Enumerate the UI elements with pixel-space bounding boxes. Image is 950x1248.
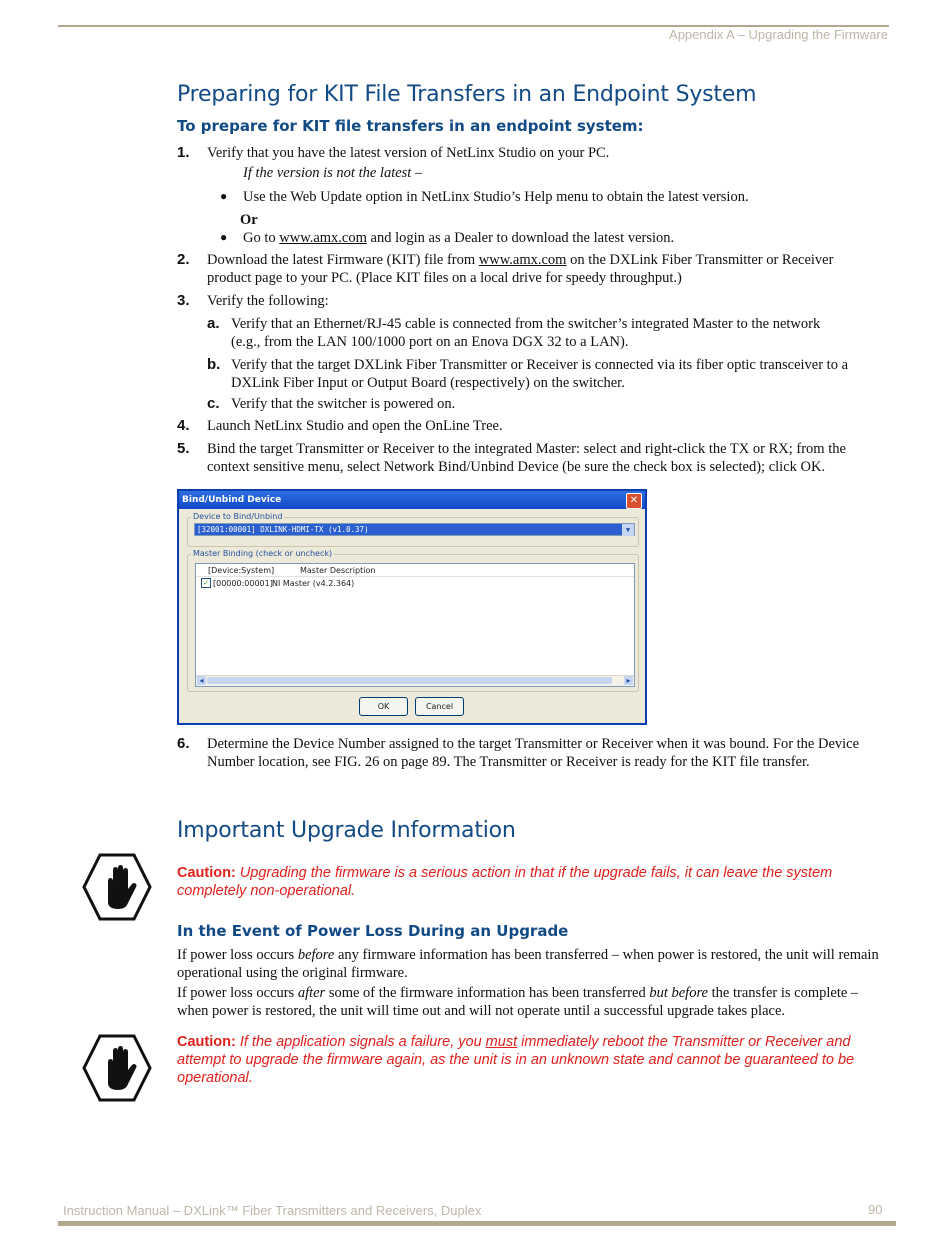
step-text-line: Number location, see FIG. 26 on page 89. The Transmitter or Receiver is ready for the KIT file transfer. (207, 754, 810, 770)
step-text: Bind the target Transmitter or Receiver to the integrated Master: select and right-click the TX or RX; from the (207, 441, 846, 457)
or-label: Or (240, 212, 258, 228)
step-text: Launch NetLinx Studio and open the OnLine Tree. (207, 418, 503, 434)
bind-checkbox[interactable]: ✓ (201, 578, 211, 588)
substep-label: b. (207, 356, 221, 373)
horizontal-scrollbar[interactable] (196, 675, 634, 686)
paragraph-text: If power loss occurs (177, 947, 298, 963)
procedure-heading: To prepare for KIT file transfers in an endpoint system: (177, 117, 644, 135)
caution-label: Caution: (177, 865, 236, 881)
footer-rule (58, 1221, 896, 1226)
condition-dash: – (411, 165, 423, 181)
device-group-label: Device to Bind/Unbind (193, 512, 283, 521)
condition-note (243, 164, 422, 182)
paragraph-emphasis: before (297, 947, 335, 963)
step-text-line: product page to your PC. (Place KIT files on a local drive for speedy throughput.) (207, 270, 682, 286)
step-number: 6. (177, 735, 190, 752)
paragraph-text: the transfer is complete – (708, 985, 859, 1001)
amx-link[interactable]: www.amx.com (279, 230, 367, 246)
step-number: 1. (177, 144, 190, 161)
paragraph (177, 984, 897, 1020)
bullet-text (243, 229, 674, 247)
caution-hand-icon (82, 853, 152, 921)
amx-link[interactable]: www.amx.com (478, 252, 567, 268)
chevron-down-icon[interactable]: ▼ (622, 524, 634, 536)
caution-emphasis: must (485, 1034, 518, 1050)
caution-text-line: completely non-operational. (177, 883, 356, 899)
section-title: Preparing for KIT File Transfers in an Endpoint System (177, 82, 757, 107)
step-text-post: on the DXLink Fiber Transmitter or Receiver (566, 252, 834, 268)
row-device-system: [00000:00001] (213, 579, 273, 588)
paragraph-text-line: when power is restored, the unit will time out and will not operate until a successful upgrade takes place. (177, 1003, 786, 1019)
paragraph (177, 946, 897, 982)
step-number: 4. (177, 417, 190, 434)
substep-text: Verify that an Ethernet/RJ-45 cable is connected from the switcher’s integrated Master to the network (231, 316, 821, 332)
master-binding-label: Master Binding (check or uncheck) (193, 549, 333, 558)
paragraph-text: If power loss occurs (177, 985, 298, 1001)
substep-text: Verify that the target DXLink Fiber Transmitter or Receiver is connected via its fiber optic transceiver to a (231, 357, 849, 373)
bullet-text-pre: Go to (243, 230, 280, 246)
step-text-line: context sensitive menu, select Network Bind/Unbind Device (be sure the check box is selected); click OK. (207, 459, 826, 475)
condition-italic: If the version is not the latest (243, 165, 412, 181)
caution-note (177, 864, 877, 900)
ok-button[interactable]: OK (359, 697, 408, 716)
substep-label: c. (207, 395, 220, 412)
device-select-value: [32001:00001] DXLINK-HDMI-TX (v1.0.37) (197, 525, 369, 534)
section-title: Important Upgrade Information (177, 818, 516, 843)
footer-title: Instruction Manual – DXLink™ Fiber Transmitters and Receivers, Duplex (63, 1203, 482, 1218)
step-text: Determine the Device Number assigned to the target Transmitter or Receiver when it was bound. For the Device (207, 736, 860, 752)
paragraph-emphasis: but before (649, 985, 708, 1001)
caution-hand-icon (82, 1034, 152, 1102)
cancel-button[interactable]: Cancel (415, 697, 464, 716)
scroll-left-icon[interactable]: ◂ (197, 676, 206, 685)
caution-text-line: attempt to upgrade the firmware again, as the unit is in an unknown state and cannot be guaranteed to be (177, 1052, 855, 1068)
scroll-right-icon[interactable]: ▸ (624, 676, 633, 685)
list-header (196, 564, 634, 577)
substep-text-line: DXLink Fiber Input or Output Board (respectively) on the switcher. (231, 375, 625, 391)
master-list[interactable] (195, 563, 635, 687)
step-number: 3. (177, 292, 190, 309)
step-number: 2. (177, 251, 190, 268)
bullet-icon: ● (220, 230, 228, 244)
caution-label: Caution: (177, 1034, 236, 1050)
substep-text: Verify that the switcher is powered on. (231, 396, 456, 412)
bullet-icon: ● (220, 189, 228, 203)
running-header: Appendix A – Upgrading the Firmware (669, 27, 888, 42)
caution-text: If the application signals a failure, you (235, 1034, 486, 1050)
step-text (207, 251, 833, 269)
dialog-title: Bind/Unbind Device (179, 491, 645, 509)
paragraph-text: some of the firmware information has been transferred (325, 985, 650, 1001)
column-master-description[interactable]: Master Description (300, 566, 376, 575)
bind-unbind-dialog (177, 489, 647, 725)
step-number: 5. (177, 440, 190, 457)
caution-text: Upgrading the firmware is a serious action in that if the upgrade fails, it can leave the system (235, 865, 833, 881)
device-select[interactable] (194, 523, 635, 536)
paragraph-text: any firmware information has been transferred – when power is restored, the unit will remain (334, 947, 879, 963)
row-master-description: NI Master (v4.2.364) (272, 579, 355, 588)
caution-text-line: operational. (177, 1070, 253, 1086)
substep-label: a. (207, 315, 220, 332)
bullet-text: Use the Web Update option in NetLinx Studio’s Help menu to obtain the latest version. (243, 189, 749, 205)
subsection-heading: In the Event of Power Loss During an Upgrade (177, 922, 569, 940)
page-number: 90 (868, 1202, 883, 1217)
table-row[interactable] (200, 578, 630, 589)
close-icon[interactable]: ✕ (626, 493, 642, 509)
column-device-system[interactable]: [Device:System] (208, 566, 275, 575)
caution-note (177, 1033, 887, 1087)
bullet-text-post: and login as a Dealer to download the latest version. (366, 230, 675, 246)
scroll-thumb[interactable] (207, 677, 612, 684)
step-text: Verify that you have the latest version of NetLinx Studio on your PC. (207, 145, 610, 161)
substep-text-line: (e.g., from the LAN 100/1000 port on an Enova DGX 32 to a LAN). (231, 334, 629, 350)
paragraph-emphasis: after (297, 985, 326, 1001)
step-text: Verify the following: (207, 293, 329, 309)
step-text-pre: Download the latest Firmware (KIT) file from (207, 252, 479, 268)
paragraph-text-line: operational using the original firmware. (177, 965, 408, 981)
caution-text: immediately reboot the Transmitter or Receiver and (517, 1034, 851, 1050)
